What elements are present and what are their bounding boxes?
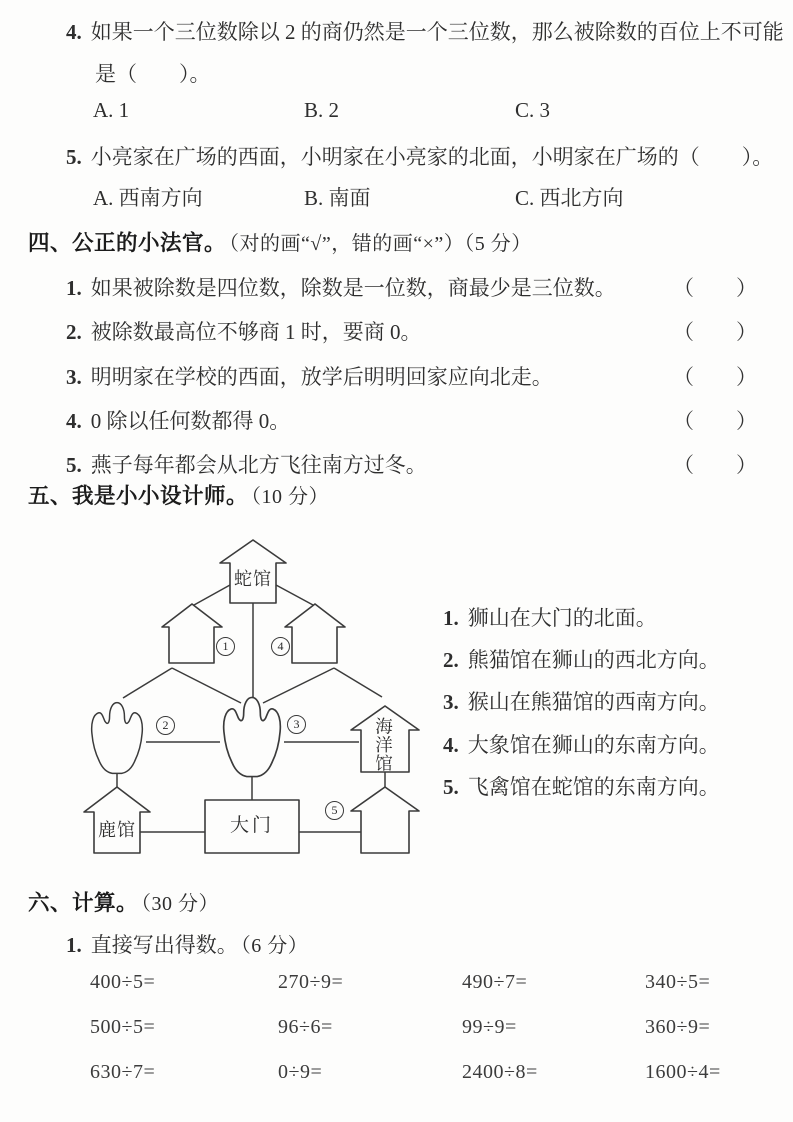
question-4-text: 如果一个三位数除以 2 的商仍然是一个三位数，那么被除数的百位上不可能 <box>90 20 784 44</box>
circled-number-marker-5: 5 <box>325 801 344 820</box>
question-4-option-a: A. 1 <box>93 98 130 122</box>
clue-text: 猴山在熊猫馆的西南方向。 <box>467 690 720 714</box>
equation: 500÷5= <box>90 1016 156 1038</box>
house-4-shape <box>285 604 345 663</box>
tf-item-2 <box>66 316 757 346</box>
tf-item-text <box>66 272 616 302</box>
equation: 96÷6= <box>278 1016 333 1038</box>
section-6-title: 六、计算。 <box>28 891 139 915</box>
equation: 360÷9= <box>645 1016 711 1038</box>
question-5-option-c: C. 西北方向 <box>515 186 624 210</box>
sub-header-number: 1. <box>66 933 82 957</box>
question-4-line2: 是（ ）。 <box>95 62 211 86</box>
answer-bracket: （ ） <box>673 276 757 300</box>
clue-text: 大象馆在狮山的东南方向。 <box>467 733 720 757</box>
question-4-option-b: B. 2 <box>304 98 340 122</box>
section-4-header <box>28 226 532 257</box>
clue-text: 飞禽馆在蛇馆的东南方向。 <box>467 775 720 799</box>
tf-item-number: 4. <box>66 409 82 433</box>
tf-item-statement: 被除数最高位不够商 1 时，要商 0。 <box>90 320 422 344</box>
house-1-shape <box>162 604 222 663</box>
section-6-sub-header <box>66 929 308 959</box>
circled-number-marker-2: 2 <box>156 716 175 735</box>
connector-line <box>172 668 241 703</box>
tf-item-statement: 明明家在学校的西面，放学后明明回家应向北走。 <box>90 365 553 389</box>
section-5-note: （10 分） <box>251 486 330 508</box>
equation: 0÷9= <box>278 1061 323 1083</box>
equation: 2400÷8= <box>462 1061 538 1083</box>
sub-header-note: （6 分） <box>240 935 309 957</box>
clue-number: 5. <box>443 775 459 799</box>
tf-item-number: 1. <box>66 276 82 300</box>
clue-text: 熊猫馆在狮山的西北方向。 <box>467 648 720 672</box>
ocean-house-label: 海洋馆 <box>373 717 394 773</box>
answer-bracket: （ ） <box>673 365 757 389</box>
tf-item-statement: 0 除以任何数都得 0。 <box>90 409 291 433</box>
question-5-number: 5. <box>66 145 82 169</box>
question-4-line1 <box>66 16 784 46</box>
zoo-map-diagram <box>68 528 448 868</box>
connector-line <box>276 585 313 605</box>
house-5-shape <box>351 787 419 853</box>
tf-item-text <box>66 316 422 346</box>
equation: 340÷5= <box>645 971 711 993</box>
clue-4 <box>443 729 720 759</box>
question-5-text: 小亮家在广场的西面，小明家在小亮家的北面，小明家在广场的（ ）。 <box>90 145 774 169</box>
deer-house-label: 鹿馆 <box>98 820 136 840</box>
tf-item-number: 2. <box>66 320 82 344</box>
tf-item-text <box>66 449 427 479</box>
tf-item-5 <box>66 449 757 479</box>
circled-number-marker-3: 3 <box>287 715 306 734</box>
equation: 630÷7= <box>90 1061 156 1083</box>
section-6-header <box>28 886 219 917</box>
section-4-note: （对的画“√”，错的画“×”）（5 分） <box>229 233 532 255</box>
tf-item-1 <box>66 272 757 302</box>
clue-number: 3. <box>443 690 459 714</box>
clue-1 <box>443 602 657 632</box>
clue-number: 4. <box>443 733 459 757</box>
question-5-option-b: B. 南面 <box>304 186 371 210</box>
equation: 99÷9= <box>462 1016 517 1038</box>
question-4-option-c: C. 3 <box>515 98 551 122</box>
clue-3 <box>443 686 720 716</box>
equation: 490÷7= <box>462 971 528 993</box>
tf-item-number: 5. <box>66 453 82 477</box>
section-5-header <box>28 479 329 510</box>
clue-5 <box>443 771 720 801</box>
snake-house-label: 蛇馆 <box>234 569 272 589</box>
gate-label: 大门 <box>229 815 274 836</box>
hill-shape-center <box>224 697 281 776</box>
connector-line <box>123 668 172 698</box>
clue-number: 2. <box>443 648 459 672</box>
answer-bracket: （ ） <box>673 453 757 477</box>
equation: 270÷9= <box>278 971 344 993</box>
equation: 400÷5= <box>90 971 156 993</box>
question-5-option-a: A. 西南方向 <box>93 186 203 210</box>
tf-item-4 <box>66 405 757 435</box>
tf-item-3 <box>66 361 757 391</box>
connector-line <box>194 585 230 605</box>
answer-bracket: （ ） <box>673 409 757 433</box>
sub-header-text: 直接写出得数。 <box>90 933 238 957</box>
tf-item-text <box>66 361 553 391</box>
tf-item-statement: 燕子每年都会从北方飞往南方过冬。 <box>90 453 427 477</box>
section-4-title: 四、公正的小法官。 <box>28 231 227 255</box>
clue-number: 1. <box>443 606 459 630</box>
clue-2 <box>443 644 720 674</box>
hill-shape-left <box>92 703 143 774</box>
equation: 1600÷4= <box>645 1061 721 1083</box>
question-4-number: 4. <box>66 20 82 44</box>
section-6-note: （30 分） <box>141 893 220 915</box>
tf-item-number: 3. <box>66 365 82 389</box>
question-5-line <box>66 141 773 171</box>
connector-line <box>263 668 334 703</box>
answer-bracket: （ ） <box>673 320 757 344</box>
clue-text: 狮山在大门的北面。 <box>467 606 657 630</box>
circled-number-marker-1: 1 <box>216 637 235 656</box>
circled-number-marker-4: 4 <box>271 637 290 656</box>
tf-item-text <box>66 405 290 435</box>
connector-line <box>334 668 382 697</box>
section-5-title: 五、我是小小设计师。 <box>28 484 249 508</box>
tf-item-statement: 如果被除数是四位数，除数是一位数，商最少是三位数。 <box>90 276 616 300</box>
